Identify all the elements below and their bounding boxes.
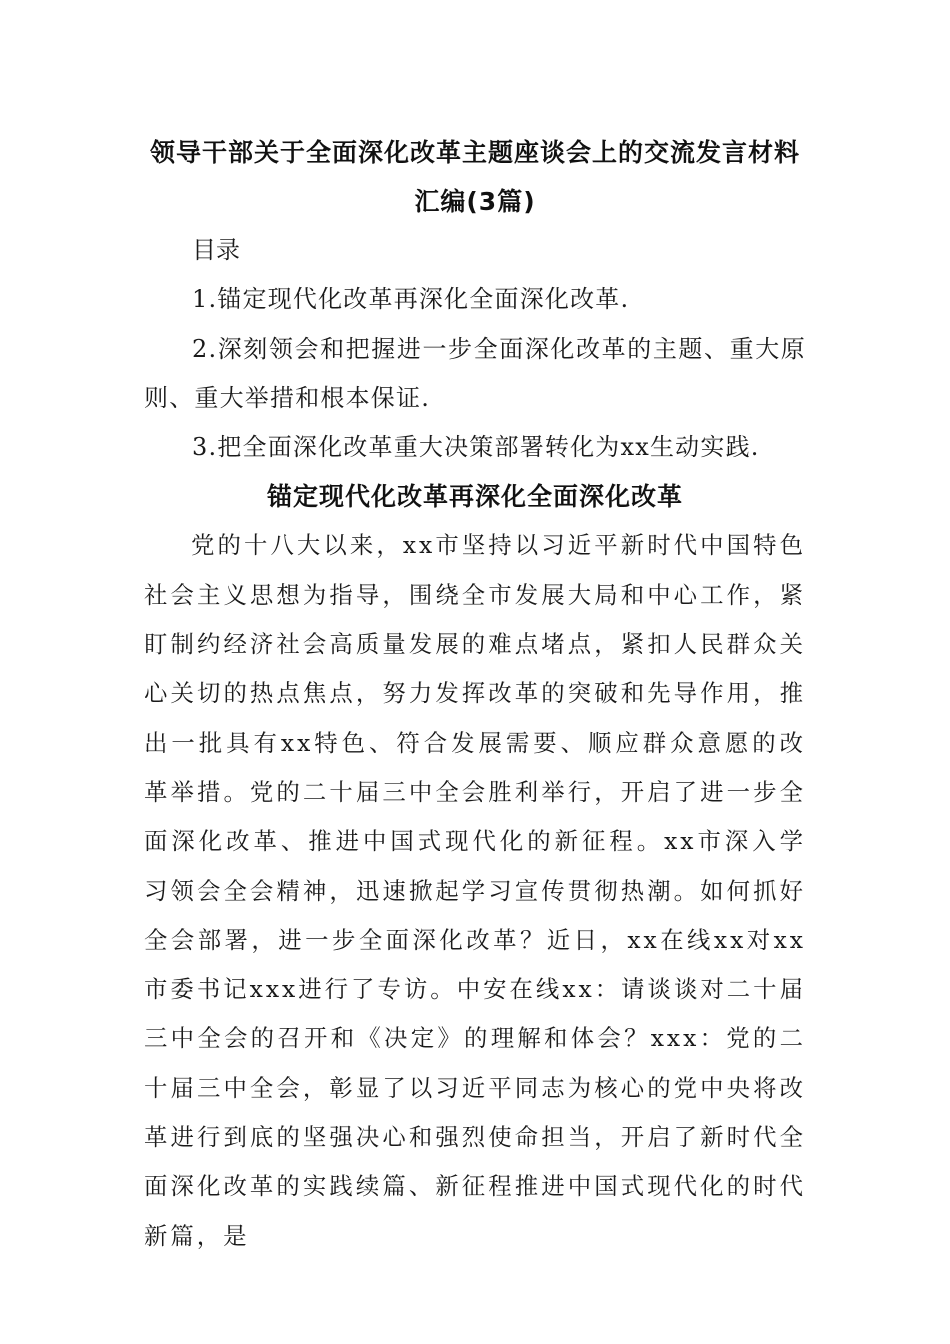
document-title-continuation: 汇编(3篇) [414, 187, 536, 216]
toc-item-1: 1.锚定现代化改革再深化全面深化改革. [192, 285, 630, 314]
toc-item-3: 3.把全面深化改革重大决策部署转化为xx生动实践. [192, 433, 760, 462]
toc-item-2: 2.深刻领会和把握进一步全面深化改革的主题、重大原则、重大举措和根本保证. [144, 334, 806, 412]
section-title: 锚定现代化改革再深化全面深化改革 [266, 482, 683, 512]
body-paragraph: 党的十八大以来，xx市坚持以习近平新时代中国特色社会主义思想为指导，围绕全市发展大局和中心工作，紧盯制约经济社会高质量发展的难点堵点，紧扣人民群众关心关切的热点焦点，努力发挥改革的突破和先导作用，推出一批具有xx特色、符合发展需要、顺应群众意愿的改革举措。党的二十届三中全会胜利举行，开启了进一步全面深化改革、推进中国式现代化的新征程。xx市深入学习领会全会精神，迅速掀起学习宣传贯彻热潮。如何抓好全会部署，进一步全面深化改革？近日，xx在线xx对xx市委书记xxx进行了专访。中安在线xx：请谈谈对二十届三中全会的召开和《决定》的理解和体会？xxx：党的二十届三中全会，彰显了以习近平同志为核心的党中央将改革进行到底的坚强决心和强烈使命担当，开启了新时代全面深化改革的实践续篇、新征程推进中国式现代化的时代新篇，是 [144, 531, 806, 1250]
document-title: 领导干部关于全面深化改革主题座谈会上的交流发言材料 [149, 138, 800, 167]
document-content [144, 128, 806, 1261]
toc-heading: 目录 [192, 236, 240, 264]
